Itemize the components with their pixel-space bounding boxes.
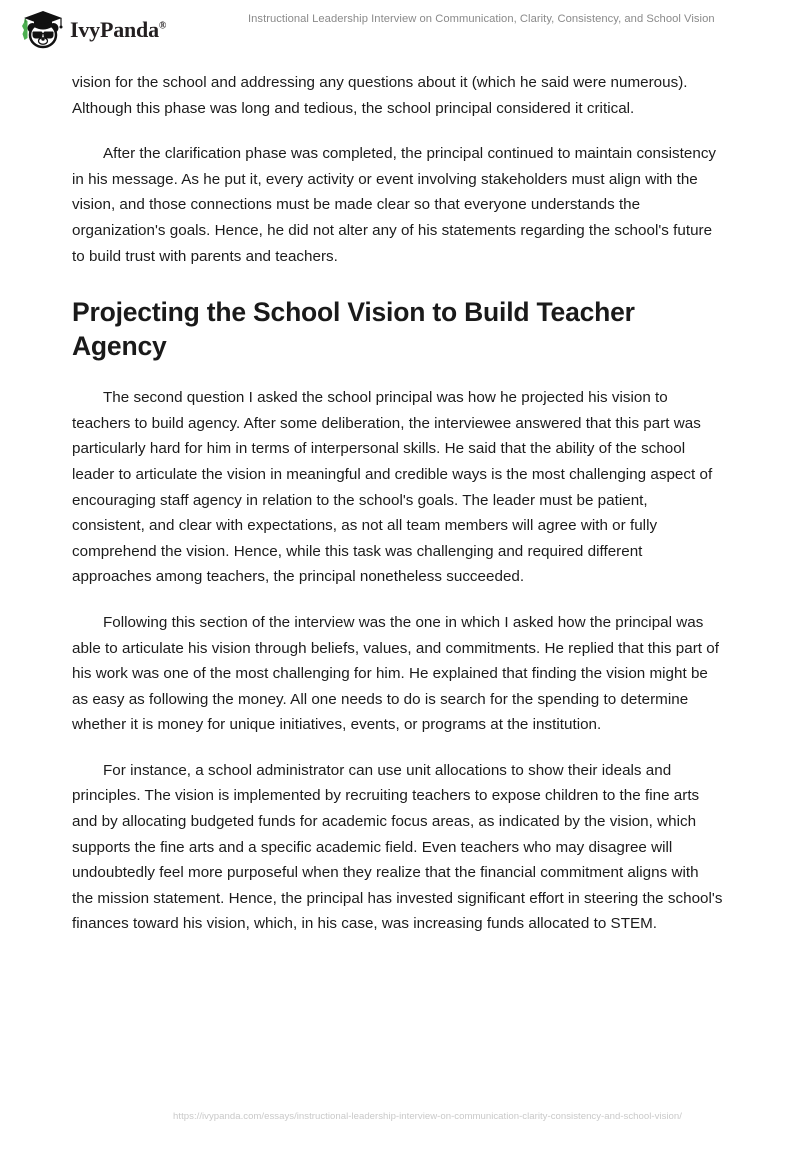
page-footer (0, 1106, 800, 1124)
paragraph-unit-allocations: For instance, a school administrator can use unit allocations to show their ideals and principles. The vision is implemented by recruiting teachers to expose children to the fine arts and by allocating budgeted funds for academic focus areas, as indicated by the vision, which supports the fine arts and a specific academic field. Even teachers who may disagree will undoubtedly feel more purposeful when they realize that the financial commitment aligns with the mission statement. Hence, the principal has invested significant effort in steering the school's finances toward his vision, which, in his case, was increasing funds allocated to STEM. (72, 761, 723, 933)
source-url-link[interactable]: https://ivypanda.com/essays/instructional-leadership-interview-on-communication-clarity-consistency-and-school-vision/ (173, 1111, 682, 1122)
page-header (0, 0, 800, 58)
panda-graduation-cap-icon (18, 9, 64, 49)
paragraph-continuation: vision for the school and addressing any questions about it (which he said were numerous). Although this phase was long and tedious, the school principal considered it critical. (72, 74, 688, 117)
paragraph-consistency: After the clarification phase was completed, the principal continued to maintain consistency in his message. As he put it, every activity or event involving stakeholders must align with the vision, and those connections must be made clear so that everyone understands the organization's goals. Hence, he did not alter any of his statements regarding the school's future to build trust with parents and teachers. (72, 145, 717, 265)
document-title: Instructional Leadership Interview on Communication, Clarity, Consistency, and School Vision (248, 13, 715, 25)
section-heading-projecting-school-vision: Projecting the School Vision to Build Teacher Agency (72, 297, 635, 362)
paragraph-second-question: The second question I asked the school principal was how he projected his vision to teachers to build agency. After some deliberation, the interviewee answered that this part was particularly hard for him in terms of interpersonal skills. He said that the ability of the school leader to articulate the vision in meaningful and credible ways is the most challenging aspect of encouraging staff agency in relation to the school's goals. The leader must be patient, consistent, and clear with expectations, as not all team members will agree with or fully comprehend the vision. Hence, while this task was challenging and required different approaches among teachers, the principal nonetheless succeeded. (72, 389, 713, 586)
brand-name (70, 19, 166, 41)
paragraph-articulating-vision: Following this section of the interview was the one in which I asked how the principal was able to articulate his vision through beliefs, values, and commitments. He replied that this part of his work was one of the most challenging for him. He explained that finding the vision might be as easy as following the money. All one needs to do is search for the spending to determine whether it is money for unique initiatives, events, or programs at the institution. (72, 613, 719, 734)
brand-name-text: IvyPanda (70, 17, 159, 42)
registered-mark: ® (158, 20, 167, 32)
brand-logo-link[interactable] (18, 9, 166, 49)
article-content (72, 70, 723, 957)
